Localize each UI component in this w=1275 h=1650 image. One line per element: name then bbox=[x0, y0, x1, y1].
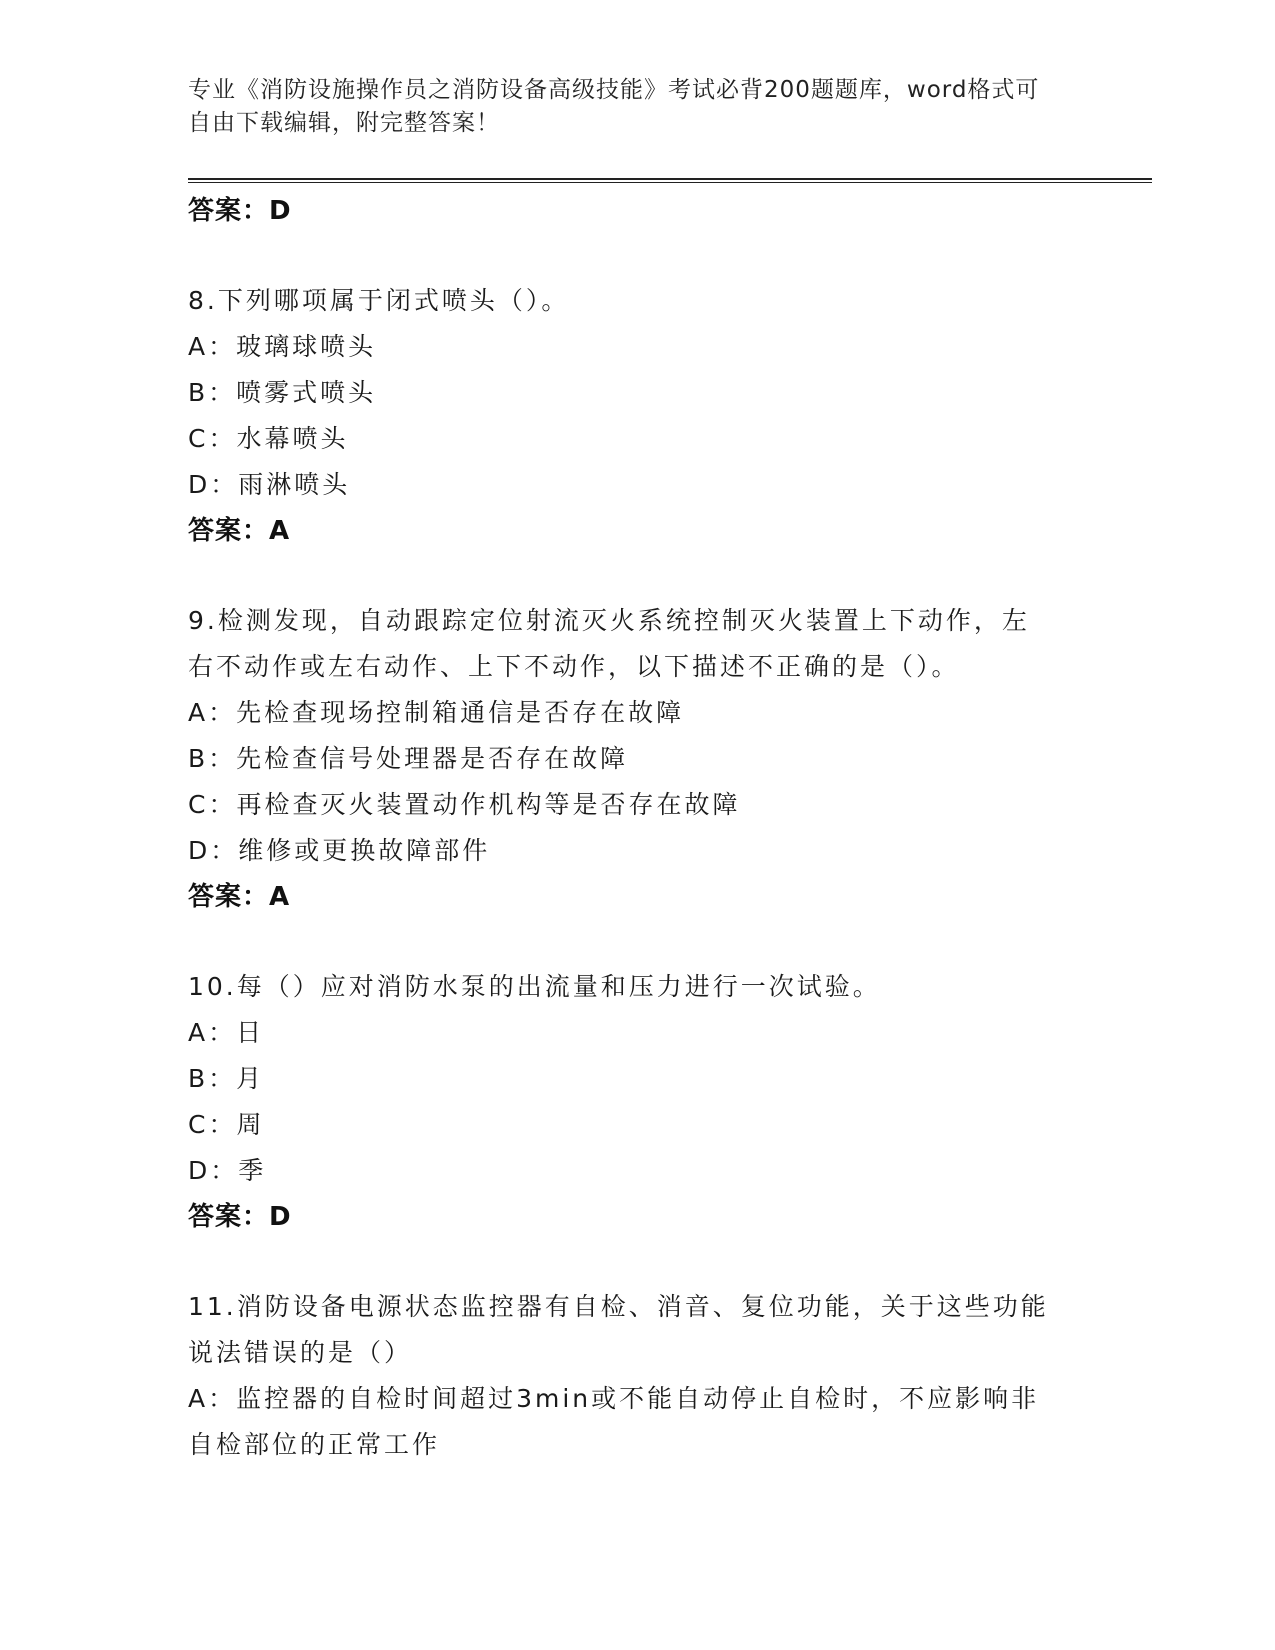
option-a: A：玻璃球喷头 bbox=[188, 332, 377, 361]
option-c: C：再检查灭火装置动作机构等是否存在故障 bbox=[188, 790, 741, 819]
answer-label: 答案：D bbox=[188, 1202, 292, 1232]
option-b: B：月 bbox=[188, 1064, 265, 1093]
option-d: D：雨淋喷头 bbox=[188, 470, 351, 499]
option-d: D：维修或更换故障部件 bbox=[188, 836, 491, 865]
header-line-1: 专业《消防设施操作员之消防设备高级技能》考试必背200题题库，word格式可 bbox=[188, 77, 1040, 103]
option-a: A：日 bbox=[188, 1018, 265, 1047]
option-c: C：水幕喷头 bbox=[188, 424, 349, 453]
question-stem: 11.消防设备电源状态监控器有自检、消音、复位功能，关于这些功能 bbox=[188, 1292, 1049, 1321]
option-d: D：季 bbox=[188, 1156, 267, 1185]
option-b: B：喷雾式喷头 bbox=[188, 378, 377, 407]
question-item bbox=[188, 598, 1088, 920]
answer-label: 答案：D bbox=[188, 196, 292, 226]
question-stem: 8.下列哪项属于闭式喷头（）。 bbox=[188, 286, 570, 315]
option-c: C：周 bbox=[188, 1110, 265, 1139]
question-item bbox=[188, 964, 1088, 1240]
question-item bbox=[188, 278, 1088, 554]
option-a: A：监控器的自检时间超过3min或不能自动停止自检时，不应影响非 bbox=[188, 1384, 1040, 1413]
question-stem: 9.检测发现，自动跟踪定位射流灭火系统控制灭火装置上下动作，左 bbox=[188, 606, 1030, 635]
header-divider bbox=[188, 178, 1152, 183]
answer-label: 答案：A bbox=[188, 516, 291, 546]
document-header bbox=[188, 74, 1068, 140]
question-stem: 10.每（）应对消防水泵的出流量和压力进行一次试验。 bbox=[188, 972, 881, 1001]
option-b: B：先检查信号处理器是否存在故障 bbox=[188, 744, 629, 773]
question-list bbox=[188, 188, 1088, 1468]
question-stem-continued: 右不动作或左右动作、上下不动作，以下描述不正确的是（）。 bbox=[188, 652, 960, 681]
answer-label: 答案：A bbox=[188, 882, 291, 912]
question-stem-continued: 说法错误的是（） bbox=[188, 1338, 413, 1367]
header-line-2: 自由下载编辑，附完整答案！ bbox=[188, 110, 500, 136]
question-item bbox=[188, 1284, 1088, 1468]
option-a: A：先检查现场控制箱通信是否存在故障 bbox=[188, 698, 685, 727]
option-a-continued: 自检部位的正常工作 bbox=[188, 1430, 441, 1459]
